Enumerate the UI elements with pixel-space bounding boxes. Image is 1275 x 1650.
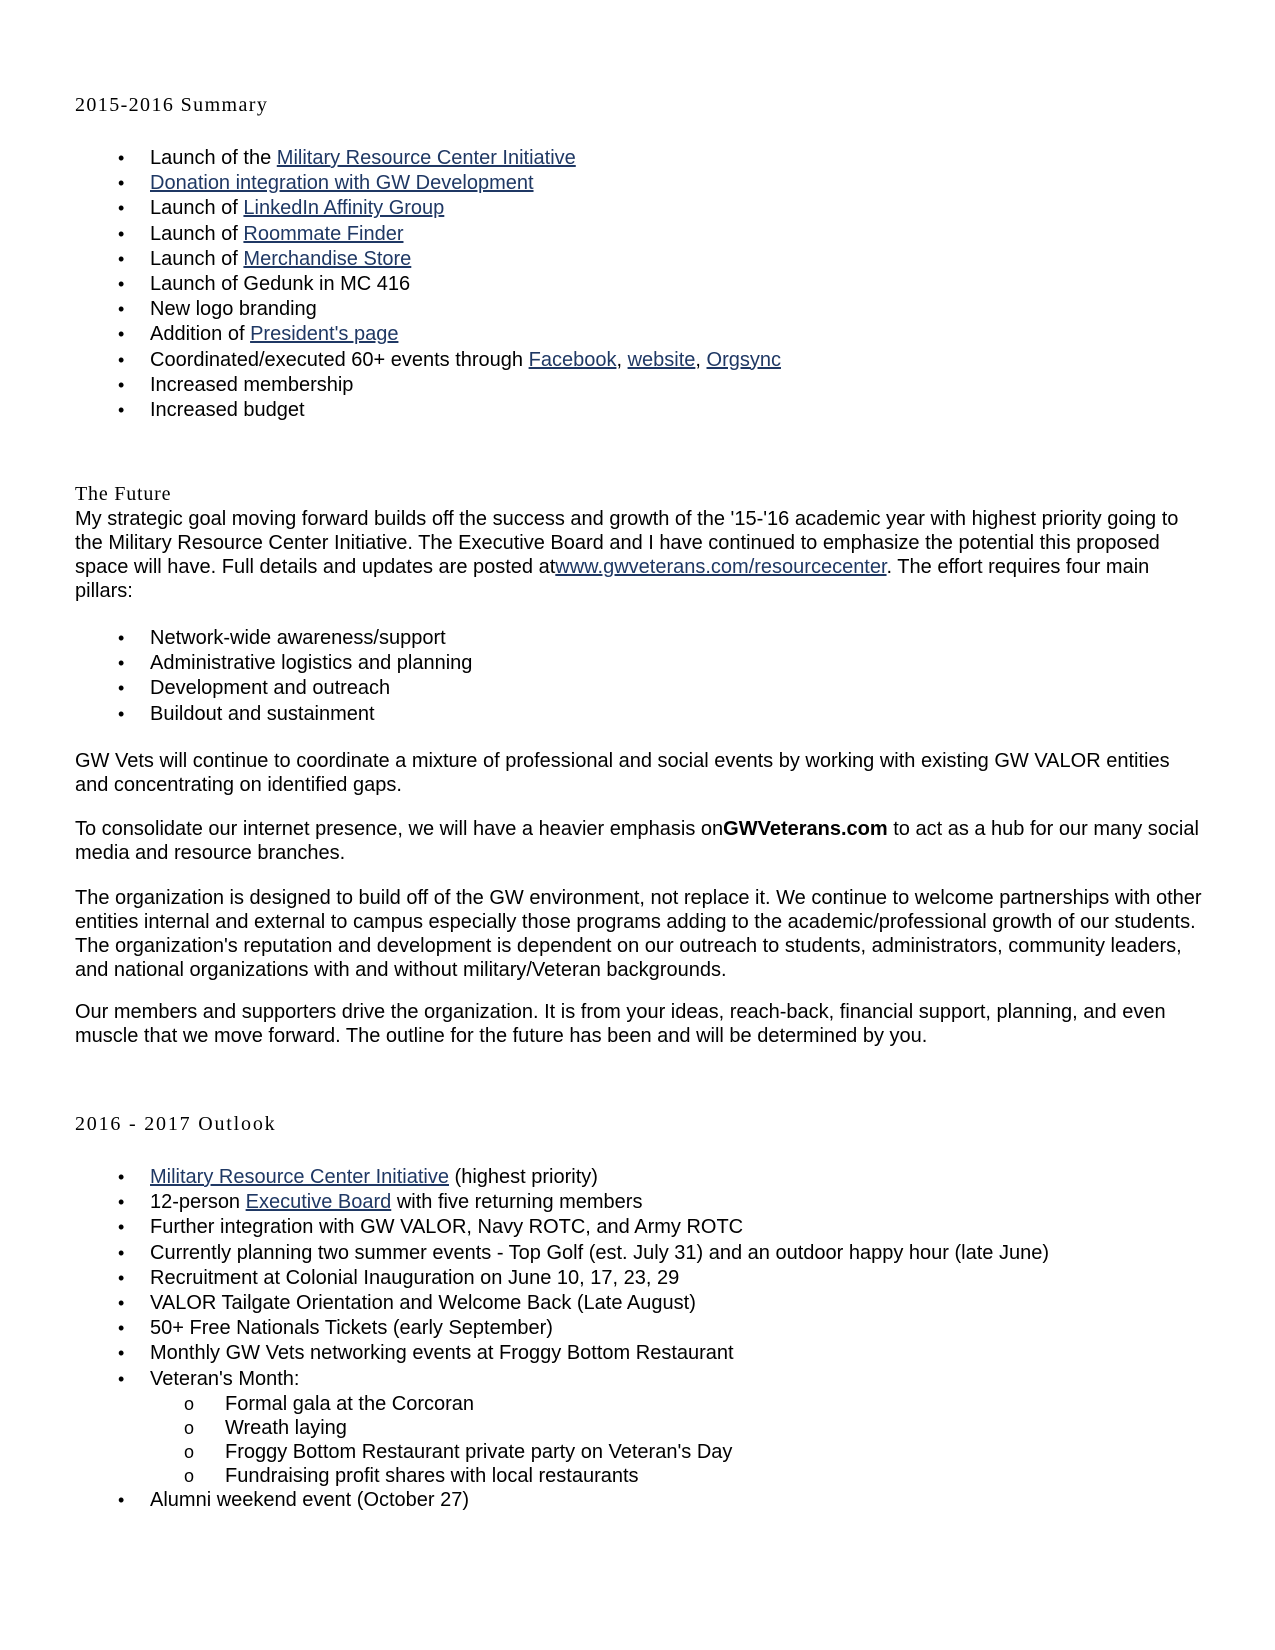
list-item: • Launch of LinkedIn Affinity Group	[75, 196, 781, 221]
bullet-icon: •	[118, 173, 125, 194]
executive-board-link[interactable]: Executive Board	[245, 1191, 392, 1214]
bullet-icon: •	[118, 1318, 125, 1339]
list-item: • Increased budget	[75, 398, 781, 423]
bullet-icon: •	[118, 1167, 125, 1187]
list-item: • New logo branding	[75, 297, 781, 322]
donation-integration-link[interactable]: Donation integration with GW Development	[150, 172, 534, 195]
list-item: • Network-wide awareness/support	[75, 626, 472, 651]
sub-list-item: o Fundraising profit shares with local restaurants	[184, 1464, 639, 1487]
sub-list-item: o Wreath laying	[184, 1416, 347, 1439]
list-item: • Monthly GW Vets networking events at Froggy Bottom Restaurant	[75, 1341, 1049, 1366]
list-item: • Recruitment at Colonial Inauguration on June 10, 17, 23, 29	[75, 1266, 1049, 1291]
circle-bullet-icon: o	[184, 1441, 195, 1462]
sub-list-item: o Formal gala at the Corcoran	[184, 1392, 475, 1415]
bullet-icon: •	[118, 1293, 125, 1314]
list-item: • Buildout and sustainment	[75, 702, 472, 727]
bullet-icon: •	[118, 223, 125, 244]
list-item: • VALOR Tailgate Orientation and Welcome Back (Late August)	[75, 1291, 1049, 1316]
bullet-icon: •	[118, 1192, 125, 1213]
circle-bullet-icon: o	[184, 1417, 195, 1438]
list-item: • Launch of Roommate Finder	[75, 222, 781, 247]
members-paragraph: Our members and supporters drive the organization. It is from your ideas, reach-back, financial support, planning, and even muscle that we move forward. The outline for the future has been and will be determined by you.	[75, 1001, 1166, 1047]
summary-heading: 2015-2016 Summary	[75, 94, 269, 116]
list-item: • Administrative logistics and planning	[75, 651, 472, 676]
sub-list-item: o Froggy Bottom Restaurant private party on Veteran's Day	[184, 1440, 733, 1463]
website-link[interactable]: website	[627, 348, 696, 371]
list-item: • Launch of Gedunk in MC 416	[75, 272, 781, 297]
military-resource-center-link-2[interactable]: Military Resource Center Initiative	[150, 1166, 449, 1188]
bullet-icon: •	[118, 374, 125, 395]
future-heading: The Future	[75, 483, 172, 505]
list-item: • Currently planning two summer events - Top Golf (est. July 31) and an outdoor happy hour (late June)	[75, 1241, 1049, 1266]
list-item: • Launch of Merchandise Store	[75, 247, 781, 272]
list-item: • Further integration with GW VALOR, Navy ROTC, and Army ROTC	[75, 1215, 1049, 1240]
presidents-page-link[interactable]: President's page	[250, 323, 399, 346]
list-item: • 12-person Executive Board with five returning members	[75, 1190, 1049, 1215]
bullet-icon: •	[118, 678, 125, 699]
orgsync-link[interactable]: Orgsync	[706, 348, 781, 371]
list-item	[75, 171, 781, 196]
linkedin-affinity-group-link[interactable]: LinkedIn Affinity Group	[243, 197, 445, 220]
outlook-list	[75, 1165, 1049, 1513]
events-paragraph: GW Vets will continue to coordinate a mixture of professional and social events by working with existing GW VALOR entities and concentrating on identified gaps.	[75, 750, 1170, 796]
military-resource-center-link[interactable]: Military Resource Center Initiative	[276, 147, 576, 169]
circle-bullet-icon: o	[184, 1393, 195, 1414]
roommate-finder-link[interactable]: Roommate Finder	[243, 222, 404, 245]
bullet-icon: •	[118, 248, 125, 269]
list-item: • Development and outreach	[75, 676, 472, 701]
list-item: • Addition of President's page	[75, 322, 781, 347]
circle-bullet-icon: o	[184, 1465, 195, 1486]
bullet-icon: •	[118, 1217, 125, 1238]
bullet-icon: •	[118, 400, 125, 421]
merchandise-store-link[interactable]: Merchandise Store	[243, 247, 412, 270]
list-item: • Alumni weekend event (October 27)	[75, 1488, 1049, 1513]
bullet-icon: •	[118, 198, 125, 219]
bullet-icon: •	[118, 349, 125, 370]
summary-list	[75, 146, 781, 423]
bullet-icon: •	[118, 703, 125, 724]
list-item: • Military Resource Center Initiative (highest priority)	[75, 1165, 1049, 1190]
list-item: • Coordinated/executed 60+ events through Facebook, website, Orgsync	[75, 348, 781, 373]
list-item: • Increased membership	[75, 373, 781, 398]
resourcecenter-link[interactable]: www.gwveterans.com/resourcecenter	[555, 556, 887, 578]
list-item: • Launch of the Military Resource Center Initiative	[75, 146, 781, 171]
future-intro-paragraph: My strategic goal moving forward builds off the success and growth of the '15-'16 academic year with highest priority going to the Military Resource Center Initiative. The Executive Board and I have continued to emphasize the potential this proposed space will have. Full details and updates are posted atwww.gwveterans.com/resourcecenter. The effort requires four main pillars:	[75, 508, 1179, 602]
list-item: • 50+ Free Nationals Tickets (early September)	[75, 1316, 1049, 1341]
outlook-heading: 2016 - 2017 Outlook	[75, 1113, 277, 1135]
bullet-icon: •	[118, 324, 125, 345]
bullet-icon: •	[118, 628, 125, 648]
internet-presence-paragraph: To consolidate our internet presence, we will have a heavier emphasis onGWVeterans.com to act as a hub for our many social media and resource branches.	[75, 818, 1199, 864]
organization-paragraph: The organization is designed to build off of the GW environment, not replace it. We continue to welcome partnerships with other entities internal and external to campus especially those programs adding to the academic/professional growth of our students. The organization's reputation and development is dependent on our outreach to students, administrators, community leaders, and national organizations with and without military/Veteran backgrounds.	[75, 887, 1202, 981]
bullet-icon: •	[118, 1343, 125, 1364]
bullet-icon: •	[118, 299, 125, 320]
gwveterans-bold: GWVeterans.com	[723, 818, 888, 840]
facebook-link[interactable]: Facebook	[528, 348, 617, 371]
bullet-icon: •	[118, 1368, 125, 1389]
bullet-icon: •	[118, 274, 125, 295]
veterans-month-sublist	[150, 1392, 1049, 1488]
bullet-icon: •	[118, 1489, 125, 1510]
bullet-icon: •	[118, 148, 125, 168]
pillars-list	[75, 626, 472, 727]
bullet-icon: •	[118, 1242, 125, 1263]
list-item: • Veteran's Month: o Formal gala at the Corcoran o Wreath laying o Froggy Bottom Restaurant private party on Veteran's Day o Fundraising profit shares with local restaurants	[75, 1367, 1049, 1488]
bullet-icon: •	[118, 653, 125, 674]
bullet-icon: •	[118, 1267, 125, 1288]
